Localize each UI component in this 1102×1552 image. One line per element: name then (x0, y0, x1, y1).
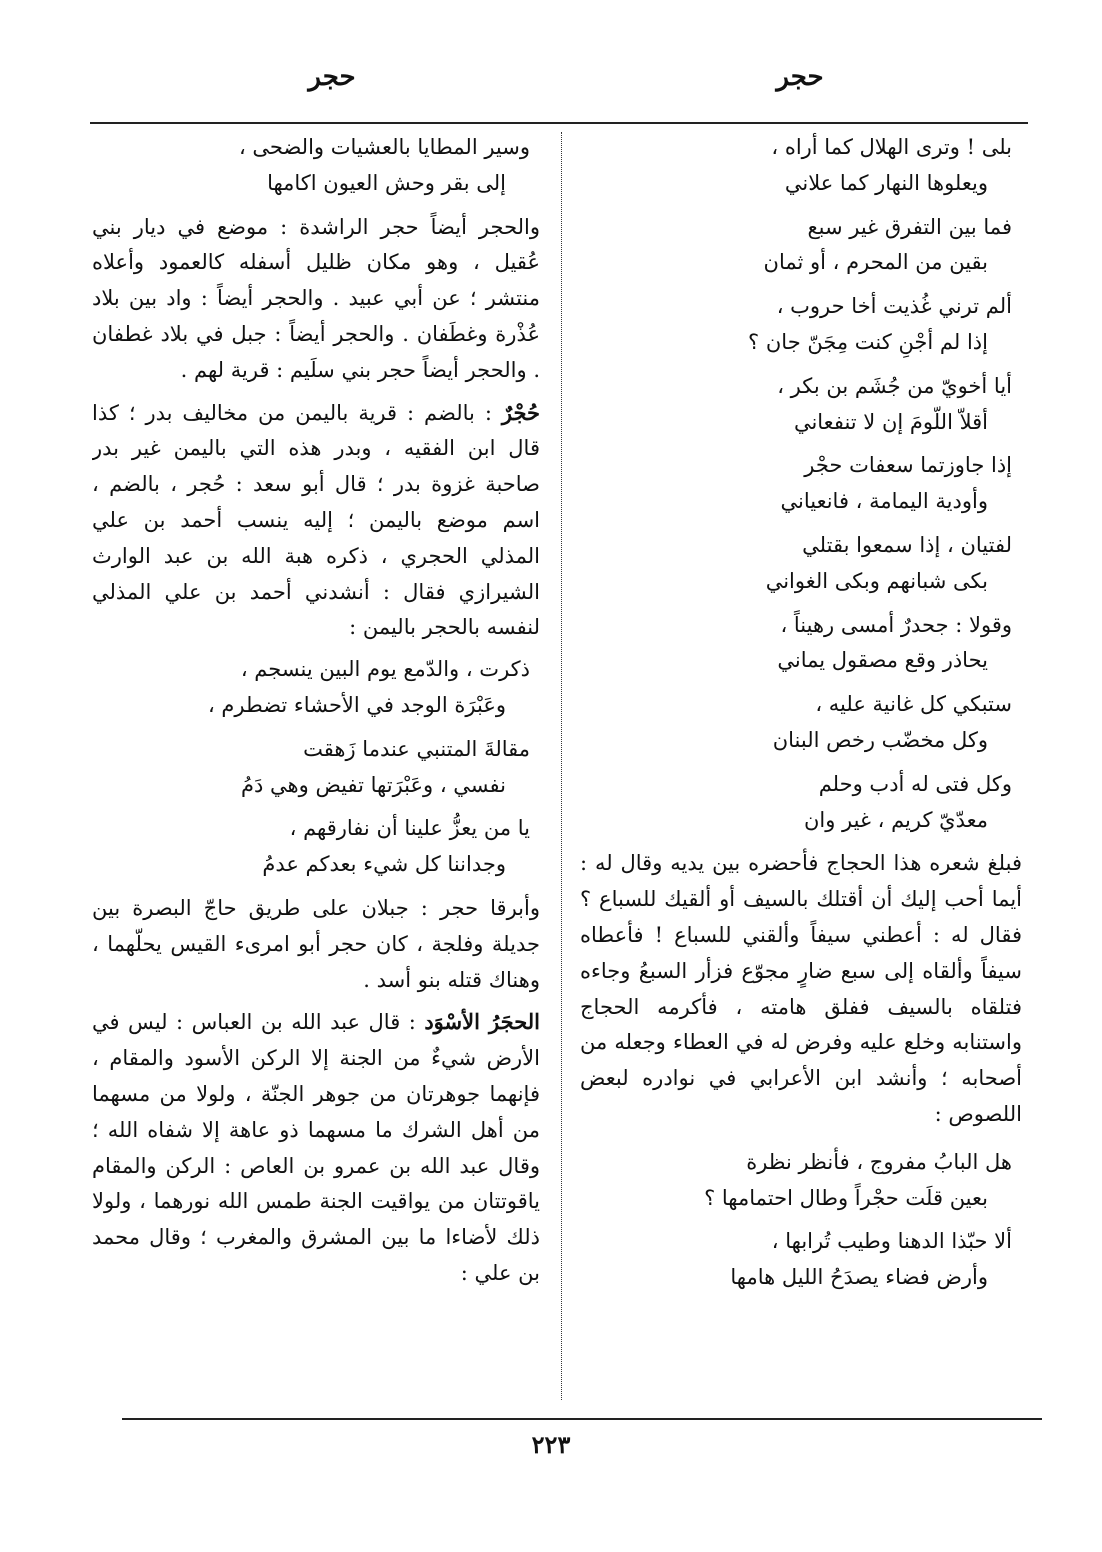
running-header-left: حجر (308, 62, 356, 92)
prose-paragraph: وأبرقا حجر : جبلان على طريق حاجّ البصرة بين جديلة وفلجة ، كان حجر أبو امرىء القيس يحلّهما ، وهناك قتله بنو أسد . (92, 895, 540, 992)
verse-first-hemistich: يا من يعزُّ علينا أن نفارقهم ، (289, 816, 530, 841)
verse (580, 1224, 1022, 1296)
left-column (92, 130, 540, 1400)
verse (92, 811, 540, 883)
verse-second-hemistich: معدّيّ كريم ، غير وان (803, 807, 988, 832)
verse-block (92, 130, 540, 202)
verse-block (92, 652, 540, 883)
verse-first-hemistich: وقولا : جحدرٌ أمسى رهيناً ، (780, 612, 1012, 637)
verse-first-hemistich: وكل فتى له أدب وحلم (818, 771, 1012, 796)
verse (580, 130, 1022, 202)
verse (580, 528, 1022, 600)
header-rule (90, 122, 1028, 124)
entry-headword: الحجَرُ الأسْوَد (424, 1009, 540, 1035)
verse-block (580, 130, 1022, 838)
verse-second-hemistich: أقلاّ اللّومَ إن لا تنفعاني (793, 409, 988, 434)
verse (92, 652, 540, 724)
verse-first-hemistich: وسير المطايا بالعشيات والضحى ، (238, 135, 530, 159)
verse-second-hemistich: بعين قلَت حجْراً وطال احتمامها ؟ (704, 1185, 988, 1210)
verse-first-hemistich: بلى ! وترى الهلال كما أراه ، (771, 135, 1012, 159)
verse-second-hemistich: إذا لم أجْنِ كنت مِجَنّ جان ؟ (748, 329, 988, 354)
verse-first-hemistich: هل البابُ مفروج ، فأنظر نظرة (746, 1149, 1012, 1174)
verse (580, 767, 1022, 839)
verse-second-hemistich: وكل مخضّب رخص البنان (772, 727, 988, 752)
verse (92, 732, 540, 804)
entry-headword: حُجْرٌ (501, 399, 540, 425)
verse-second-hemistich: يحاذر وقع مصقول يماني (777, 648, 988, 673)
right-column (580, 130, 1022, 1400)
verse-second-hemistich: نفسي ، وعَبْرَتها تفيض وهي دَمُ (241, 772, 506, 797)
entry-text: : قال عبد الله بن العباس : ليس في الأرض شيءٌ من الجنة إلا الركن الأسود والمقام ، فإنهما جوهرتان من جوهر الجنّة ، ولولا من مسهما من أهل الشرك ما مسهما ذو عاهة إلا شفاه الله ؛ وقال عبد الله بن عمرو بن العاص : الركن والمقام ياقوتتان من يواقيت الجنة طمس الله نورهما ، ولولا ذلك لأضاءا ما بين المشرق والمغرب ؛ وقال محمد بن علي : (92, 1010, 540, 1285)
verse (580, 1145, 1022, 1217)
verse-second-hemistich: وأودية اليمامة ، فانعياني (780, 489, 988, 514)
verse-first-hemistich: فما بين التفرق غير سبع (807, 214, 1012, 239)
prose-paragraph: فبلغ شعره هذا الحجاج فأحضره بين يديه وقال له : أيما أحب إليك أن أقتلك بالسيف أو ألقيك للسباع ؟ فقال له : أعطني سيفاً وألقني للسباع ! فأعطاه سيفاً وألقاه إلى سبع ضارٍ مجوّع فزأر السبعُ وجاءه فتلقاه بالسيف ففلق هامته ، فأكرمه الحجاج واستنابه وخلع عليه وفرض له في العطاء وجعله من أصحابه ؛ وأنشد ابن الأعرابي في نوادره لبعض اللصوص : (580, 851, 1022, 1126)
verse-first-hemistich: أيا أخويّ من جُشَم بن بكر ، (777, 373, 1012, 398)
verse (92, 130, 540, 202)
entry-text: : بالضم : قرية باليمن من مخاليف بدر ؛ كذا قال ابن الفقيه ، وبدر هذه التي باليمن غير بدر صاحبة غزوة بدر ؛ قال أبو سعد : حُجر ، بالضم ، اسم موضع باليمن ؛ إليه ينسب أحمد بن علي المذلي الحجري ، ذكره هبة الله بن عبد الوارث الشيرازي فقال : أنشدني أحمد بن علي المذلي لنفسه بالحجر باليمن : (92, 400, 540, 640)
verse-second-hemistich: بكى شبانهم وبكى الغواني (765, 568, 988, 593)
footer-rule (122, 1418, 1042, 1420)
running-header-right: حجر (776, 62, 824, 92)
verse-second-hemistich: وعَبْرَة الوجد في الأحشاء تضطرم ، (207, 692, 506, 717)
verse (580, 448, 1022, 520)
verse (580, 369, 1022, 441)
verse (580, 687, 1022, 759)
verse-first-hemistich: ألم ترني غُذيت أخا حروب ، (776, 294, 1012, 319)
verse-first-hemistich: إذا جاوزتما سعفات حجْر (804, 453, 1012, 478)
verse-block (580, 1145, 1022, 1296)
prose-paragraph: والحجر أيضاً حجر الراشدة : موضع في ديار بني عُقيل ، وهو مكان ظليل أسفله كالعمود وأعلاه منتشر ؛ عن أبي عبيد . والحجر أيضاً : واد بين بلاد عُذْرة وغطَفان . والحجر أيضاً : جبل في بلاد غطفان . والحجر أيضاً حجر بني سلَيم : قرية لهم . (92, 214, 540, 382)
entry-paragraph (92, 1004, 540, 1291)
verse-second-hemistich: ويعلوها النهار كما علاني (784, 170, 988, 195)
verse (580, 210, 1022, 282)
verse-second-hemistich: وأرض فضاء يصدَحُ الليل هامها (730, 1265, 988, 1290)
page-number: ٢٢٣ (531, 1430, 571, 1459)
verse-first-hemistich: ألا حبّذا الدهنا وطيب تُرابها ، (771, 1229, 1012, 1254)
column-divider (561, 132, 562, 1400)
verse-first-hemistich: ذكرت ، والدّمع يوم البين ينسجم ، (240, 657, 530, 682)
verse-first-hemistich: لفتيان ، إذا سمعوا بقتلي (802, 532, 1012, 557)
verse (580, 289, 1022, 361)
verse-second-hemistich: إلى بقر وحش العيون اكامها (267, 170, 506, 195)
verse (580, 608, 1022, 680)
verse-second-hemistich: بقين من المحرم ، أو ثمان (763, 250, 988, 275)
verse-first-hemistich: ستبكي كل غانية عليه ، (815, 692, 1012, 717)
entry-paragraph (92, 395, 540, 647)
verse-first-hemistich: مقالةَ المتنبي عندما زَهقت (303, 736, 530, 761)
verse-second-hemistich: وجداننا كل شيء بعدكم عدمُ (262, 852, 506, 877)
